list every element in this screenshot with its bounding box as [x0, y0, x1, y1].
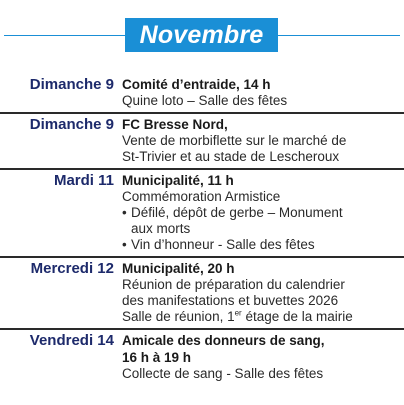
event-item	[0, 258, 404, 330]
event-line: Collecte de sang - Salle des fêtes	[122, 366, 324, 381]
event-line-part: Salle de réunion, 1	[122, 309, 235, 324]
event-line-part: étage de la mairie	[241, 309, 353, 324]
event-line: St-Trivier et au stade de Lescheroux	[122, 149, 340, 164]
event-line: Commémoration Armistice	[122, 189, 281, 204]
event-date: Dimanche 9	[29, 116, 114, 133]
ordinal-suffix: er	[234, 308, 242, 318]
event-line: Vente de morbiflette sur le marché de	[122, 133, 347, 148]
event-date: Mercredi 12	[30, 260, 114, 277]
event-item	[0, 114, 404, 170]
event-item	[0, 74, 404, 114]
event-line: Quine loto – Salle des fêtes	[122, 93, 288, 108]
event-date: Mardi 11	[53, 172, 114, 189]
event-item	[0, 170, 404, 258]
event-item	[0, 330, 404, 385]
event-title: Municipalité, 11 h	[122, 173, 234, 188]
bullet-item	[122, 237, 396, 253]
event-date: Dimanche 9	[29, 76, 114, 93]
event-line: des manifestations et buvettes 2026	[122, 293, 339, 308]
event-title: Municipalité, 20 h	[122, 261, 235, 276]
event-body	[122, 260, 404, 325]
event-title: FC Bresse Nord,	[122, 117, 228, 132]
bullet-item	[122, 205, 396, 237]
event-list	[0, 74, 404, 385]
month-header	[0, 18, 404, 54]
event-date: Vendredi 14	[29, 332, 114, 349]
event-title: Comité d’entraide, 14 h	[122, 77, 271, 92]
bullet-text	[131, 205, 343, 237]
event-body	[122, 172, 404, 253]
event-title: Amicale des donneurs de sang,	[122, 333, 325, 348]
bullet-icon: •	[122, 237, 127, 252]
event-body	[122, 332, 404, 382]
event-line	[122, 309, 396, 325]
event-title-time: 16 h à 19 h	[122, 350, 192, 365]
month-title: Novembre	[125, 18, 278, 52]
bullet-icon: •	[122, 205, 127, 220]
bullet-text-line: aux morts	[131, 221, 191, 236]
bullet-text-line: Défilé, dépôt de gerbe – Monument	[131, 205, 343, 220]
event-line: Réunion de préparation du calendrier	[122, 277, 345, 292]
bullet-text-line: Vin d’honneur - Salle des fêtes	[131, 237, 315, 252]
event-body	[122, 76, 404, 109]
event-body	[122, 116, 404, 165]
